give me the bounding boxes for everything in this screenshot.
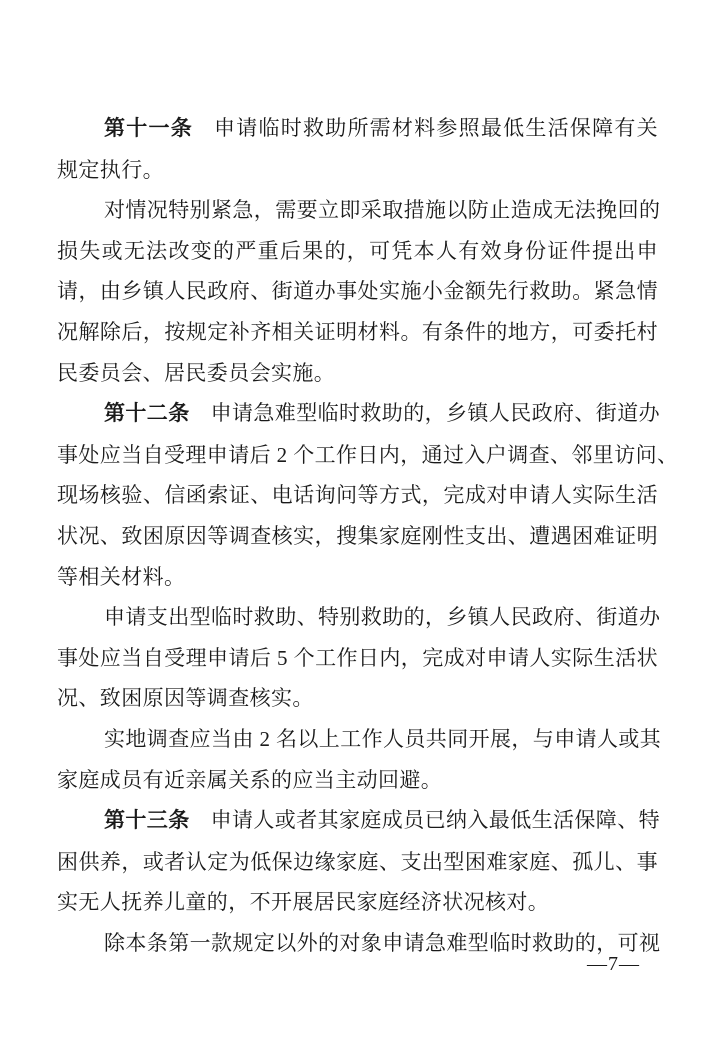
- text-line: 民委员会、居民委员会实施。: [57, 360, 336, 385]
- text-line: 实地调查应当由 2 名以上工作人员共同开展，与申请人或其: [104, 726, 662, 751]
- text-line: 请，由乡镇人民政府、街道办事处实施小金额先行救助。紧急情: [57, 279, 658, 304]
- text-line: 况解除后，按规定补齐相关证明材料。有条件的地方，可委托村: [57, 319, 658, 344]
- text-line: 困供养，或者认定为低保边缘家庭、支出型困难家庭、孤儿、事: [57, 849, 658, 874]
- document-body: [57, 108, 679, 963]
- article-number: 第十三条: [104, 809, 190, 833]
- text-line: 损失或无法改变的严重后果的，可凭本人有效身份证件提出申: [57, 238, 658, 263]
- text-line: 现场核验、信函索证、电话询问等方式，完成对申请人实际生活: [57, 483, 658, 508]
- text-line: 状况、致困原因等调查核实，搜集家庭刚性支出、遭遇困难证明: [57, 523, 658, 548]
- article-number: 第十一条: [104, 117, 193, 140]
- text-line: 实无人抚养儿童的，不开展居民家庭经济状况核对。: [57, 890, 550, 915]
- text-line: [57, 108, 658, 150]
- text-line: 规定执行。: [57, 157, 164, 182]
- line-text: 申请临时救助所需材料参照最低生活保障有关: [213, 116, 659, 140]
- line-text: 申请急难型临时救助的，乡镇人民政府、街道办: [210, 401, 661, 426]
- text-line: 对情况特别紧急，需要立即采取措施以防止造成无法挽回的: [104, 198, 661, 223]
- text-line: 除本条第一款规定以外的对象申请急难型临时救助的，可视: [104, 930, 661, 955]
- page-number: —7—: [587, 953, 640, 975]
- text-line: 事处应当自受理申请后 5 个工作日内，完成对申请人实际生活状: [57, 645, 658, 670]
- article-number: 第十二条: [104, 402, 190, 426]
- text-line: 等相关材料。: [57, 564, 186, 589]
- line-text: 申请人或者其家庭成员已纳入最低生活保障、特: [210, 808, 661, 833]
- text-line: 事处应当自受理申请后 2 个工作日内，通过入户调查、邻里访问、: [57, 442, 679, 467]
- text-line: [57, 800, 661, 842]
- text-line: 家庭成员有近亲属关系的应当主动回避。: [57, 767, 443, 792]
- text-line: 申请支出型临时救助、特别救助的，乡镇人民政府、街道办: [104, 605, 661, 630]
- text-line: 况、致困原因等调查核实。: [57, 686, 314, 711]
- text-line: [57, 393, 661, 435]
